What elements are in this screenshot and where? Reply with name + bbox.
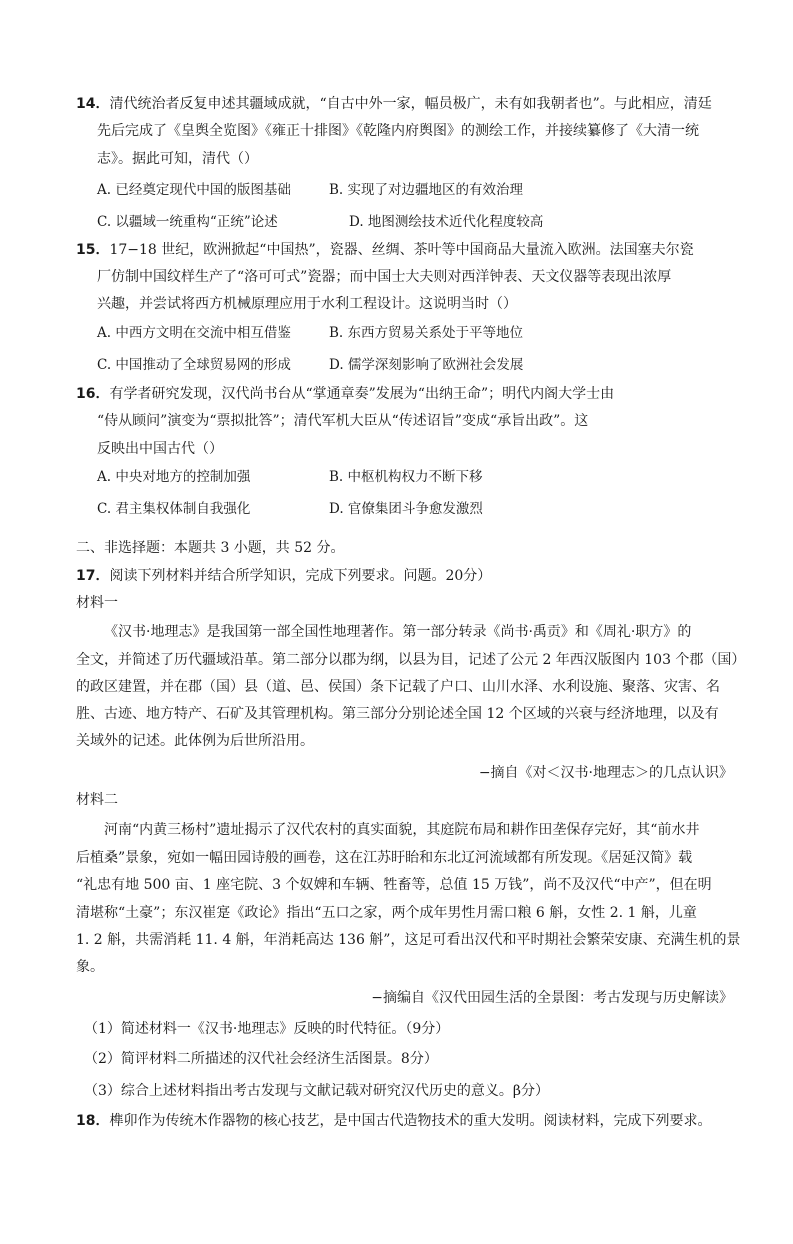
q14-option-c[interactable]: C. 以疆域一统重构“正统”论述: [97, 214, 278, 230]
q15-option-a[interactable]: A. 中西方文明在交流中相互借鉴: [97, 325, 291, 341]
q15-number: 15．: [76, 242, 110, 258]
material-1-line-4: 胜、古迹、地方特产、石矿及其管理机构。第三部分分别论述全国 12 个区域的兴衰与经济地理，以及有: [76, 706, 719, 722]
q14-option-a[interactable]: A. 已经奠定现代中国的版图基础: [97, 182, 291, 198]
material-2-label: 材料二: [76, 792, 118, 808]
q15-option-d[interactable]: D. 儒学深刻影响了欧洲社会发展: [329, 357, 524, 373]
material-1-line-2: 全文，并简述了历代疆域沿革。第二部分以郡为纲，以县为目，记述了公元 2 年西汉版图内 103 个郡（国）: [76, 652, 746, 668]
section-2-heading: 二、非选择题：本题共 3 小题，共 52 分。: [76, 540, 345, 556]
q14-line-2: 先后完成了《皇舆全览图》《雍正十排图》《乾隆内府舆图》的测绘工作，并接续纂修了《大清一统: [97, 123, 699, 139]
q16-option-a[interactable]: A. 中央对地方的控制加强: [97, 469, 251, 485]
q17-subquestion-1: （1）简述材料一《汉书·地理志》反映的时代特征。（9分）: [84, 1021, 450, 1037]
q17-subquestion-3: （3）综合上述材料指出考古发现与文献记载对研究汉代历史的意义。β分）: [84, 1083, 549, 1099]
material-2-source: −摘编自《汉代田园生活的全景图：考古发现与历史解读》: [371, 990, 733, 1006]
material-1-line-3: 的政区建置，并在郡（国）县（道、邑、侯国）条下记载了户口、山川水泽、水利设施、聚落、灾害、名: [76, 679, 720, 695]
q16-option-b[interactable]: B. 中枢机构权力不断下移: [329, 469, 483, 485]
q17-intro: 17．阅读下列材料并结合所学知识，完成下列要求。问题。20分）: [76, 568, 492, 584]
material-2-line-2: 后植桑”景象，宛如一幅田园诗般的画卷，这在江苏盱眙和东北辽河流域都有所发现。《居延汉简》载: [76, 850, 693, 866]
material-1-source: −摘自《对＜汉书·地理志＞的几点认识》: [478, 765, 733, 781]
material-1-line-5: 关域外的记述。此体例为后世所沿用。: [76, 733, 314, 749]
material-2-line-5: 1. 2 斛，共需消耗 11. 4 斛，年消耗高达 136 斛”，这足可看出汉代和平时期社会繁荣安康、充满生机的景: [76, 932, 741, 948]
material-2-line-3: “礼忠有地 500 亩、1 座宅院、3 个奴婢和车辆、牲畜等，总值 15 万钱”，尚不及汉代“中产”，但在明: [76, 877, 712, 893]
q17-number: 17．: [76, 568, 110, 584]
q16-number: 16．: [76, 386, 110, 402]
q17-subquestion-2: （2）简评材料二所描述的汉代社会经济生活图景。8分）: [84, 1051, 438, 1067]
q16-line-2: “侍从顾问”演变为“票拟批答”；清代军机大臣从“传述诏旨”变成“承旨出政”。这: [97, 413, 589, 429]
q15-line-1: 15．17−18 世纪，欧洲掀起“中国热”，瓷器、丝绸、茶叶等中国商品大量流入欧洲。法国塞夫尔瓷: [76, 242, 694, 258]
q15-option-c[interactable]: C. 中国推动了全球贸易网的形成: [97, 357, 291, 373]
material-2-line-6: 象。: [76, 959, 104, 975]
q15-line-2: 厂仿制中国纹样生产了“洛可可式”瓷器；而中国士大夫则对西洋钟表、天文仪器等表现出浓厚: [97, 269, 672, 285]
q16-line-3: 反映出中国古代（）: [97, 441, 223, 457]
q16-option-c[interactable]: C. 君主集权体制自我强化: [97, 501, 251, 517]
material-1-line-1: 《汉书·地理志》是我国第一部全国性地理著作。第一部分转录《尚书·禹贡》和《周礼·职方》的: [104, 624, 692, 640]
q15-line-3: 兴趣，并尝试将西方机械原理应用于水利工程设计。这说明当时（）: [97, 296, 517, 312]
q14-line-3: 志》。据此可知，清代（）: [97, 151, 258, 167]
q14-option-b[interactable]: B. 实现了对边疆地区的有效治理: [329, 182, 524, 198]
q14-line-1: 14．清代统治者反复申述其疆域成就，“自古中外一家，幅员极广，未有如我朝者也”。与此相应，清廷: [76, 96, 712, 112]
material-2-line-1: 河南“内黄三杨村”遗址揭示了汉代农村的真实面貌，其庭院布局和耕作田垄保存完好，其“前水井: [104, 822, 700, 838]
q16-option-d[interactable]: D. 官僚集团斗争愈发激烈: [329, 501, 483, 517]
material-1-label: 材料一: [76, 595, 118, 611]
material-2-line-4: 清堪称“土豪”；东汉崔寔《政论》指出“五口之家，两个成年男性月需口粮 6 斛，女性 2. 1 斛，儿童: [76, 905, 697, 921]
q14-option-d[interactable]: D. 地图测绘技术近代化程度较高: [349, 214, 544, 230]
q16-line-1: 16．有学者研究发现，汉代尚书台从“掌通章奏”发展为“出纳王命”；明代内阁大学士由: [76, 386, 615, 402]
q18-line-1: 18．榫卯作为传统木作器物的核心技艺，是中国古代造物技术的重大发明。阅读材料，完成下列要求。: [76, 1113, 712, 1129]
q18-number: 18．: [76, 1113, 110, 1129]
q15-option-b[interactable]: B. 东西方贸易关系处于平等地位: [329, 325, 524, 341]
q14-number: 14．: [76, 96, 110, 112]
